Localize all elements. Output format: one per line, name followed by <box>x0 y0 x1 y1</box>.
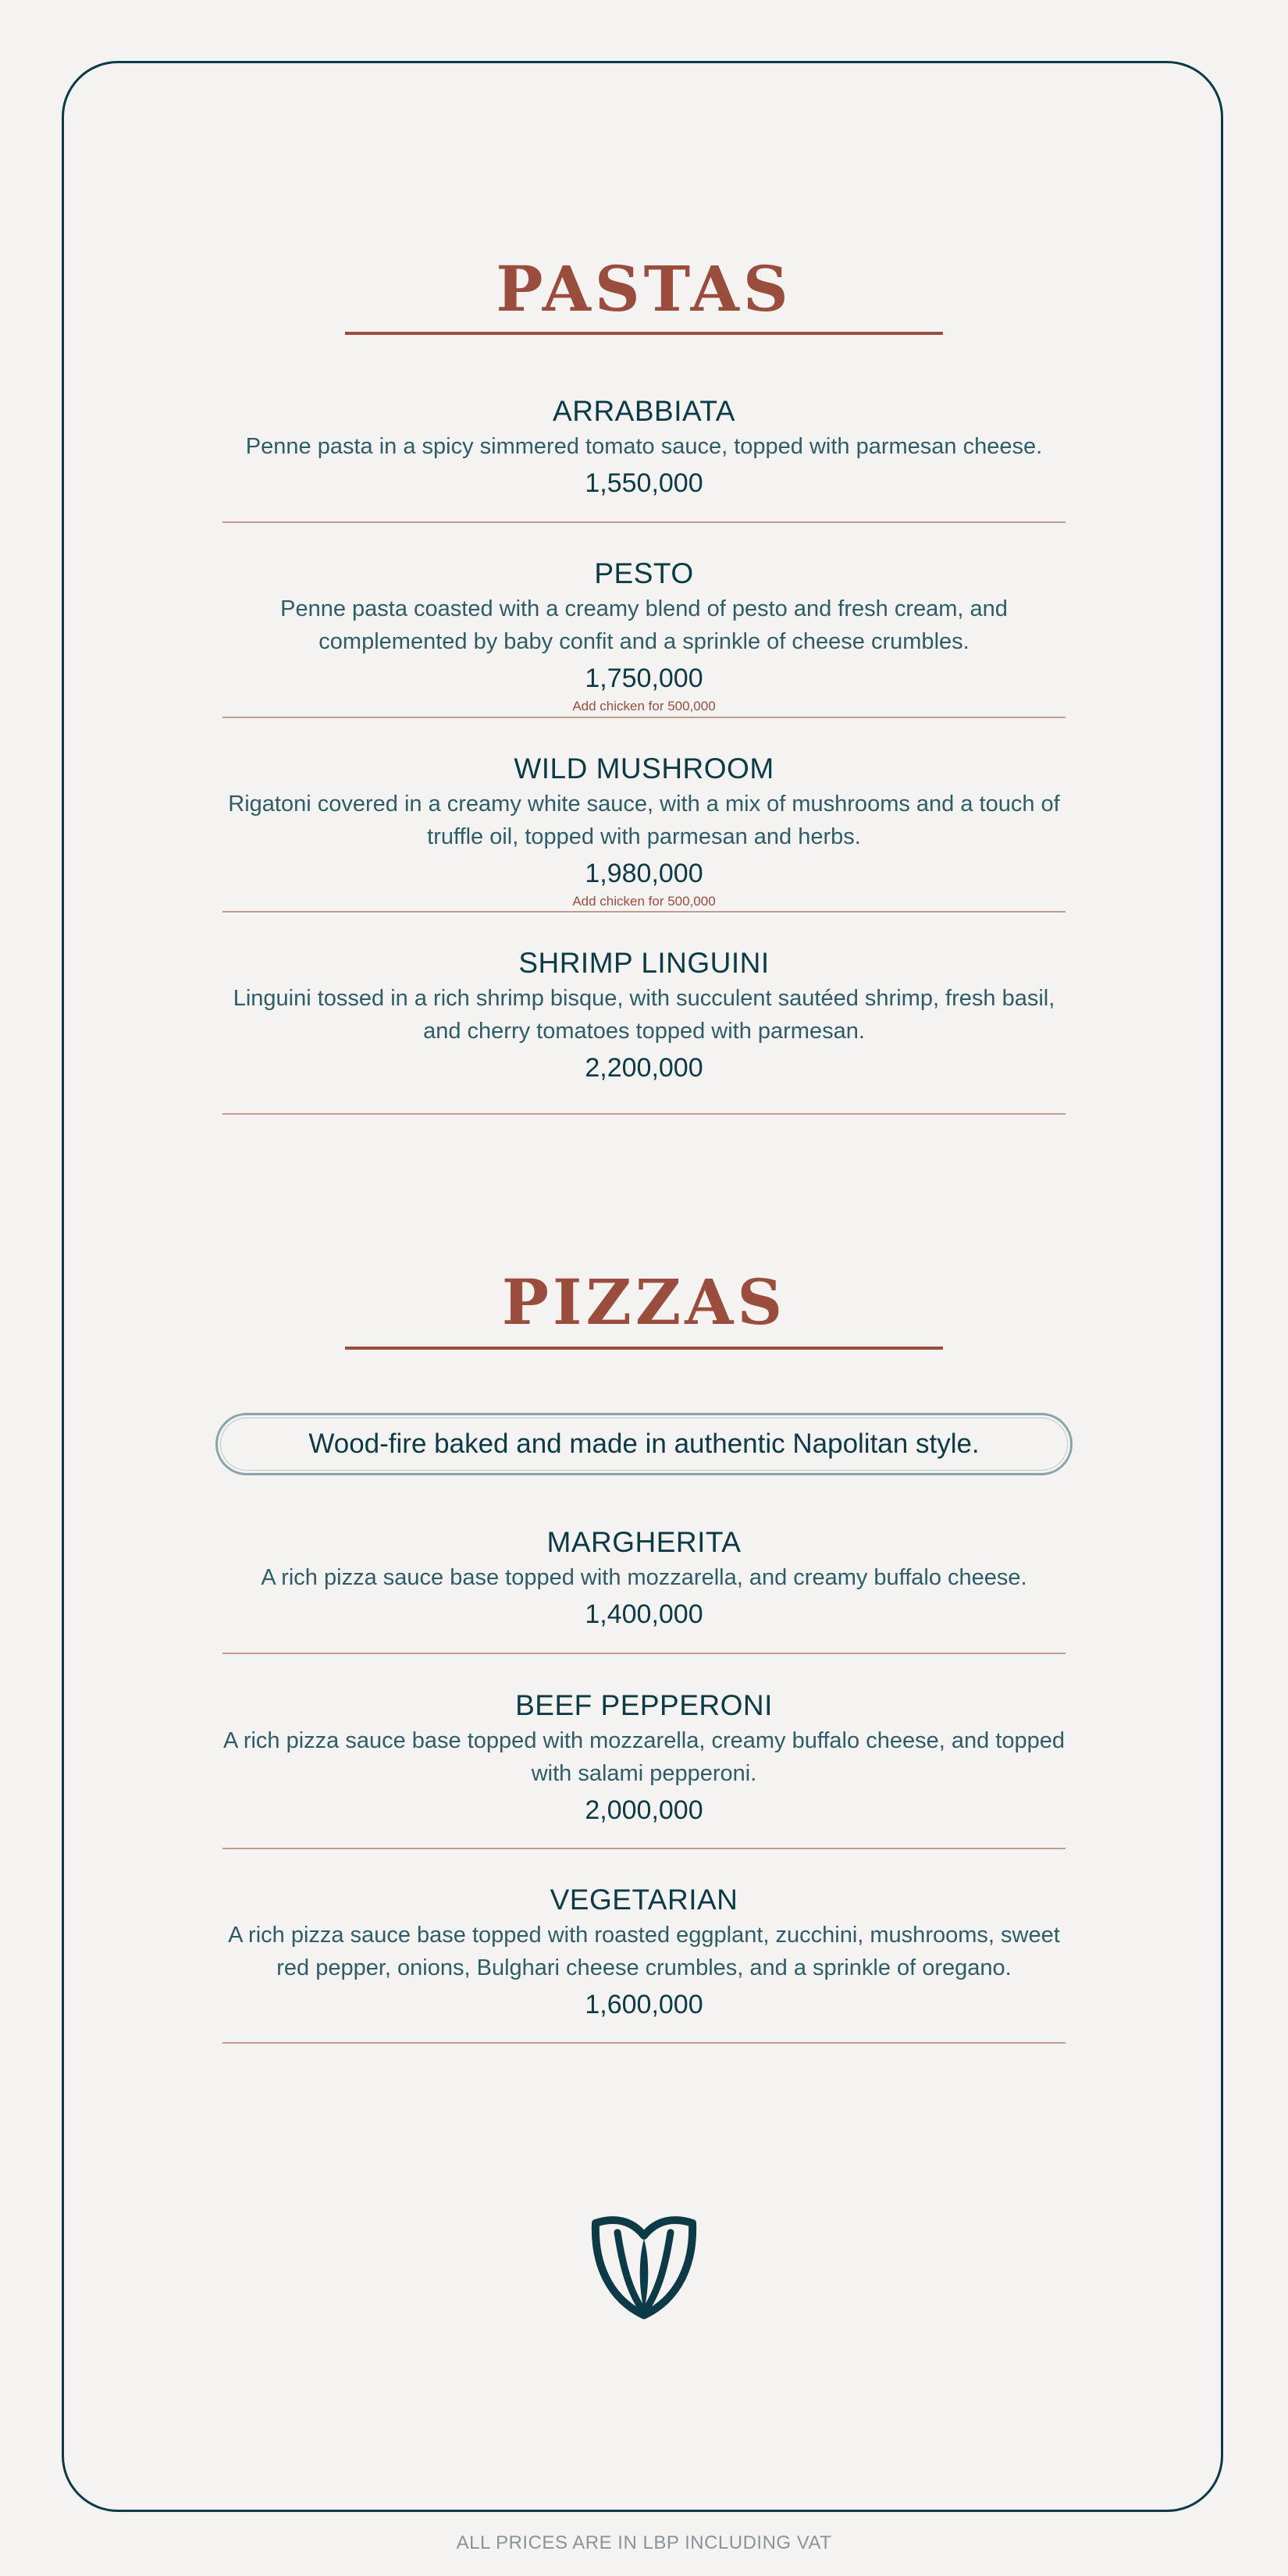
item-addon-note: Add chicken for 500,000 <box>572 699 716 713</box>
menu-item-vegetarian <box>219 1883 1069 2022</box>
menu-item-beef-pepperoni <box>219 1688 1069 1827</box>
pastas-title-rule <box>345 332 943 335</box>
menu-item-pesto <box>219 557 1069 714</box>
item-price: 1,550,000 <box>585 468 703 498</box>
item-addon-note: Add chicken for 500,000 <box>572 894 716 909</box>
item-name: WILD MUSHROOM <box>514 753 774 785</box>
pizzas-title-rule <box>345 1347 943 1350</box>
item-name: SHRIMP LINGUINI <box>518 947 770 979</box>
item-name: BEEF PEPPERONI <box>515 1689 773 1721</box>
item-price: 2,200,000 <box>585 1053 703 1083</box>
pizzas-title: PIZZAS <box>501 1265 787 1339</box>
item-divider <box>222 2042 1066 2044</box>
pastas-title: PASTAS <box>496 252 792 326</box>
footer-note: ALL PRICES ARE IN LBP INCLUDING VAT <box>456 2532 832 2553</box>
item-description: A rich pizza sauce base topped with roasted eggplant, zucchini, mushrooms, sweet red pepper, onions, Bulghari cheese crumbles, and a sprinkle of oregano. <box>228 1923 1060 1980</box>
menu-item-arrabbiata <box>219 394 1069 500</box>
item-price: 1,750,000 <box>585 664 703 693</box>
item-description: A rich pizza sauce base topped with mozzarella, creamy buffalo cheese, and topped with salami pepperoni. <box>223 1728 1065 1786</box>
menu-item-wild-mushroom <box>219 752 1069 909</box>
pizza-tagline: Wood-fire baked and made in authentic Napolitan style. <box>308 1429 980 1459</box>
item-description: A rich pizza sauce base topped with mozzarella, and creamy buffalo cheese. <box>261 1565 1027 1590</box>
item-description: Penne pasta in a spicy simmered tomato sauce, topped with parmesan cheese. <box>245 434 1043 459</box>
item-price: 1,980,000 <box>585 859 703 888</box>
item-price: 1,600,000 <box>585 1990 703 2019</box>
menu-item-shrimp-linguini <box>219 946 1069 1085</box>
item-price: 1,400,000 <box>585 1599 703 1629</box>
item-divider <box>222 1653 1066 1654</box>
item-description: Penne pasta coasted with a creamy blend of pesto and fresh cream, and complemented by baby confit and a sprinkle of cheese crumbles. <box>280 596 1008 654</box>
menu-item-margherita <box>219 1525 1069 1631</box>
pizza-tagline-banner <box>215 1413 1073 1475</box>
item-divider <box>222 717 1066 718</box>
shield-crest-icon <box>591 2215 697 2322</box>
item-divider <box>222 521 1066 523</box>
item-name: MARGHERITA <box>546 1526 742 1558</box>
item-name: ARRABBIATA <box>553 395 735 427</box>
item-divider <box>222 1113 1066 1115</box>
item-description: Linguini tossed in a rich shrimp bisque, with succulent sautéed shrimp, fresh basil, and cherry tomatoes topped with parmesan. <box>233 986 1055 1044</box>
item-name: VEGETARIAN <box>550 1884 738 1916</box>
item-description: Rigatoni covered in a creamy white sauce, with a mix of mushrooms and a touch of truffle oil, topped with parmesan and herbs. <box>228 792 1060 849</box>
item-name: PESTO <box>594 557 694 589</box>
item-price: 2,000,000 <box>585 1795 703 1825</box>
item-divider <box>222 911 1066 913</box>
item-divider <box>222 1848 1066 1849</box>
